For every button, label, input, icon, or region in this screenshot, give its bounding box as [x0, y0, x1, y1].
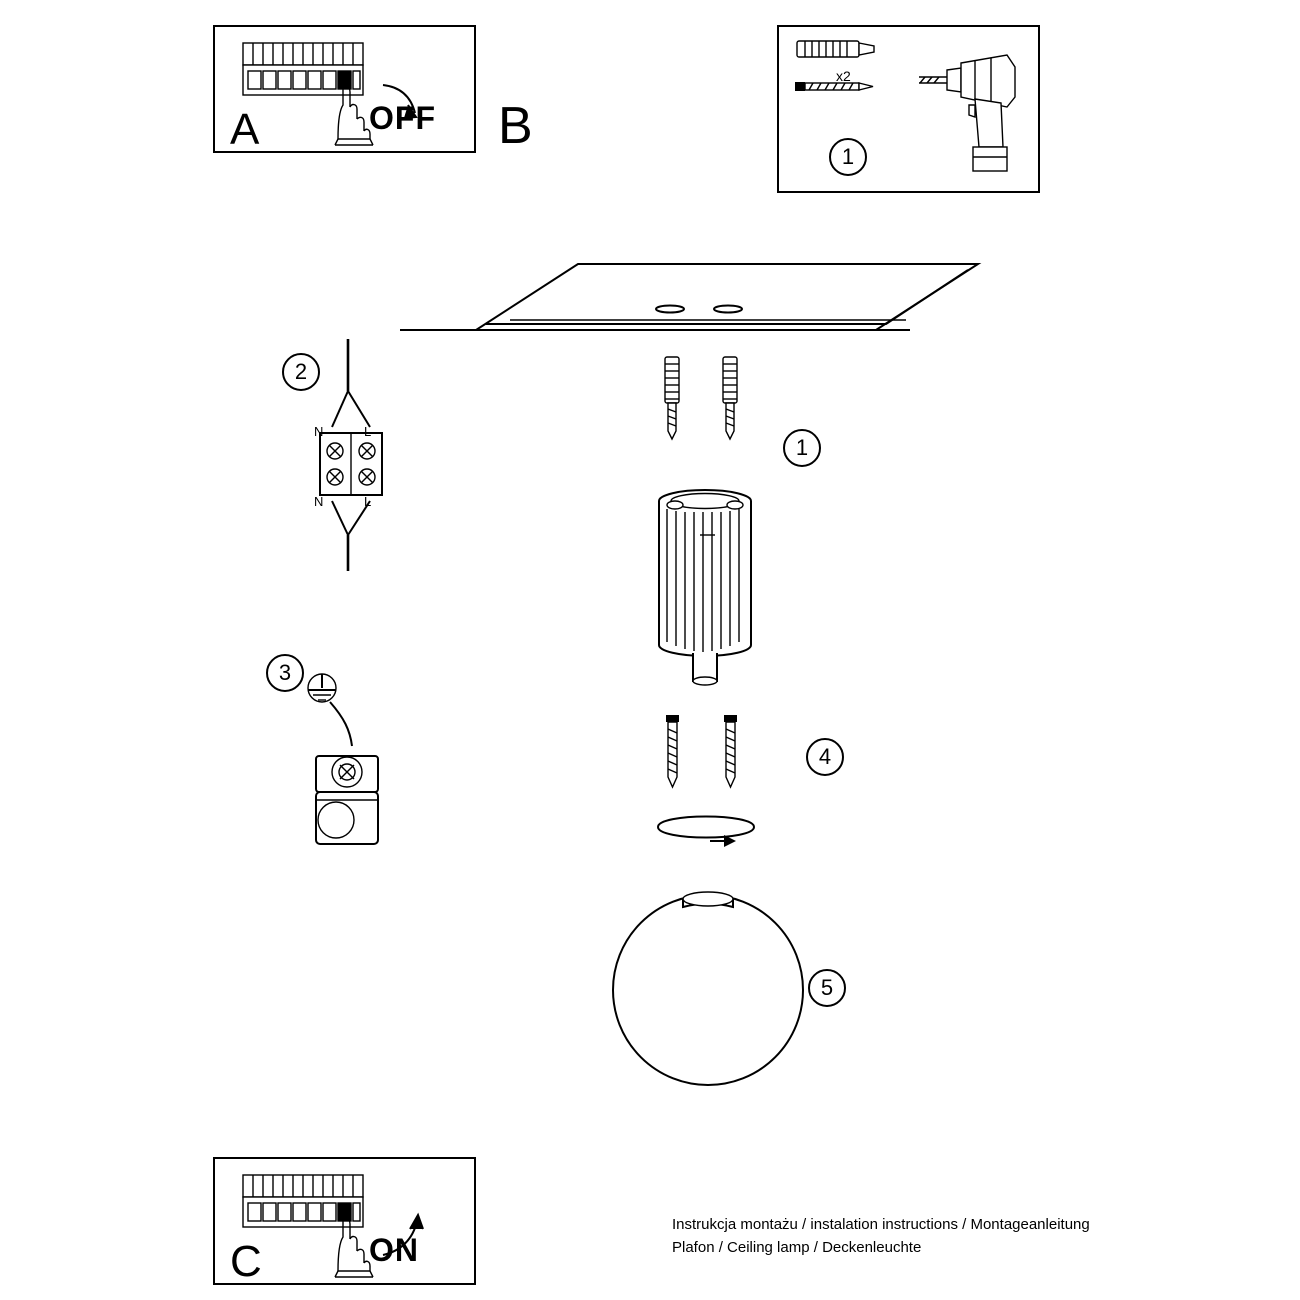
callout-wiring-2: 2 — [282, 353, 320, 391]
callout-earth-3: 3 — [266, 654, 304, 692]
step-letter-c: C — [230, 1237, 262, 1286]
callout-fix-4: 4 — [806, 738, 844, 776]
callout-globe-5: 5 — [808, 969, 846, 1007]
terminal-label-l-bottom: L — [364, 494, 372, 509]
footer-line-1: Instrukcja montażu / instalation instructions / Montageanleitung — [672, 1216, 1090, 1233]
glass-globe-icon — [605, 885, 815, 1090]
earth-and-holder-icon — [300, 660, 410, 870]
step-letter-b: B — [498, 97, 533, 155]
rotate-arrow-icon — [650, 805, 770, 865]
switch-off-label: OFF — [369, 100, 436, 136]
bottom-screws — [655, 715, 765, 800]
callout-tool-1: 1 — [829, 138, 867, 176]
lamp-base-cylinder-icon — [645, 485, 775, 700]
switch-on-label: ON — [369, 1232, 419, 1268]
power-drill-icon — [919, 55, 1015, 171]
footer-text — [672, 1213, 1192, 1260]
terminal-label-l-top: L — [364, 424, 372, 439]
footer-line-2: Plafon / Ceiling lamp / Deckenleuchte — [672, 1239, 922, 1257]
screw-icon — [795, 82, 873, 91]
tools-illustration — [779, 27, 1038, 191]
earth-ground-icon — [308, 674, 336, 702]
terminal-label-n-top: N — [314, 424, 324, 439]
tool-quantity-label: x2 — [836, 68, 851, 84]
ceiling-plate-icon — [398, 258, 998, 358]
step-letter-a: A — [230, 105, 260, 154]
top-fixings — [650, 355, 770, 450]
panel-tools — [777, 25, 1040, 193]
wall-plug-icon — [797, 41, 874, 57]
terminal-label-n-bottom: N — [314, 494, 324, 509]
callout-mount-1: 1 — [783, 429, 821, 467]
